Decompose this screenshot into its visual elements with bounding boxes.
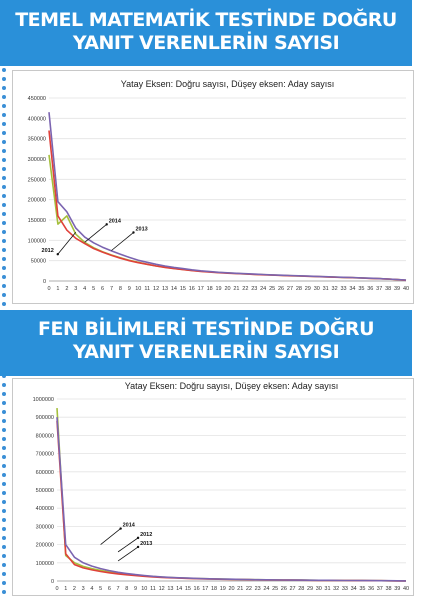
border-dot [2,572,6,576]
x-tick-label: 4 [83,286,87,292]
x-tick-label: 12 [153,286,160,292]
border-dot [2,284,6,288]
border-dot [2,491,6,495]
border-dot [2,140,6,144]
series-line-2013 [57,421,406,581]
banner-top [0,0,412,66]
annotation-label-2014: 2014 [108,218,121,225]
x-tick-label: 17 [202,586,209,592]
annotation-arrowhead [132,231,134,233]
x-tick-label: 14 [176,586,183,592]
border-dot [2,230,6,234]
x-tick-label: 25 [269,286,276,292]
border-dot [2,266,6,270]
border-dot [2,239,6,243]
border-dot [2,257,6,261]
border-dot [2,500,6,504]
y-tick-label: 400000 [35,506,54,513]
border-dot [2,149,6,153]
x-tick-label: 7 [109,286,114,292]
x-tick-label: 28 [298,586,305,592]
x-tick-label: 9 [133,586,138,592]
chart-panel-science [12,378,414,596]
x-tick-label: 40 [402,586,410,592]
x-tick-label: 13 [161,286,169,292]
border-dot [2,581,6,585]
x-tick-label: 26 [277,286,285,292]
series-line-2012 [57,408,406,581]
border-dot [2,95,6,99]
y-tick-label: 700000 [35,451,54,458]
border-dot [2,167,6,171]
border-dot [2,185,6,189]
border-dot [2,383,6,387]
border-dot [2,437,6,441]
annotation-arrow [58,232,76,254]
x-tick-label: 15 [184,586,191,592]
x-tick-label: 5 [92,286,96,292]
border-dot [2,509,6,513]
chart-math [13,71,413,303]
annotation-label-2013: 2013 [140,540,153,547]
x-tick-label: 34 [349,286,356,292]
x-tick-label: 4 [90,586,94,592]
border-dot [2,419,6,423]
annotation-arrowhead [57,253,59,255]
chart-title: Yatay Eksen: Doğru sayısı, Düşey eksen: Aday sayısı [120,79,335,89]
y-tick-label: 300000 [35,524,54,531]
border-dot [2,401,6,405]
border-dot [2,68,6,72]
border-dot [2,392,6,396]
x-tick-label: 32 [333,586,340,592]
x-tick-label: 35 [359,586,366,592]
border-dot [2,464,6,468]
annotation-label-2014: 2014 [122,522,135,529]
border-dot [2,527,6,531]
y-tick-label: 200000 [27,197,46,204]
border-dot [2,554,6,558]
x-tick-label: 21 [233,286,240,292]
x-tick-label: 36 [368,586,375,592]
y-tick-label: 0 [42,279,46,285]
border-dot [2,545,6,549]
border-dot [2,113,6,117]
annotation-label-2012: 2012 [41,248,54,255]
x-tick-label: 19 [219,586,226,592]
x-tick-label: 11 [150,586,156,592]
y-tick-label: 50000 [30,258,46,265]
annotation-label-2013: 2013 [135,226,148,233]
x-tick-label: 22 [245,586,253,592]
x-tick-label: 38 [385,286,392,292]
border-dot [2,536,6,540]
border-dot [2,212,6,216]
y-tick-label: 100000 [35,560,54,567]
banner-top-line2: YANIT VERENLERİN SAYISI [72,32,340,54]
x-tick-label: 37 [376,586,383,592]
y-tick-label: 350000 [27,136,46,143]
border-dot [2,410,6,414]
series-line-2014 [57,417,406,581]
y-tick-label: 1000000 [32,397,54,403]
annotation-arrowhead [137,537,139,539]
annotation-arrowhead [119,527,121,529]
x-tick-label: 10 [141,586,148,592]
border-dot [2,302,6,306]
x-tick-label: 37 [376,286,383,292]
x-tick-label: 30 [313,286,320,292]
x-tick-label: 7 [116,586,120,592]
x-tick-label: 2 [72,586,76,592]
x-tick-label: 18 [206,286,213,292]
x-tick-label: 0 [47,286,51,292]
border-dot [2,293,6,297]
y-tick-label: 400000 [27,116,46,123]
border-dot [2,518,6,522]
x-tick-label: 14 [170,286,178,292]
y-tick-label: 0 [50,579,54,585]
x-tick-label: 31 [324,586,331,592]
chart-title: Yatay Eksen: Doğru sayısı, Düşey eksen: Aday sayısı [124,381,339,391]
y-tick-label: 900000 [35,415,54,422]
y-tick-label: 250000 [27,177,46,184]
annotation-arrow [101,529,121,545]
x-tick-label: 39 [394,586,401,592]
x-tick-label: 38 [385,586,392,592]
series-line-2013 [49,131,406,281]
banner-bottom-line1: FEN BİLİMLERİ TESTİNDE DOĞRU [37,318,374,340]
x-tick-label: 21 [237,586,244,592]
x-tick-label: 36 [367,286,374,292]
x-tick-label: 20 [224,286,231,292]
series-line-2012 [49,155,406,280]
x-tick-label: 34 [350,586,357,592]
annotation-arrowhead [137,546,139,548]
x-tick-label: 26 [280,586,287,592]
annotation-label-2012: 2012 [140,531,153,538]
chart-panel-math [12,70,414,304]
banner-top-line1: TEMEL MATEMATİK TESTİNDE DOĞRU [15,9,397,31]
border-dot [2,473,6,477]
y-tick-label: 200000 [35,542,54,549]
y-tick-label: 500000 [35,488,54,494]
x-tick-label: 32 [331,286,338,292]
x-tick-label: 17 [197,286,204,292]
x-tick-label: 2 [65,286,69,292]
x-tick-label: 11 [144,286,151,292]
border-dot [2,158,6,162]
x-tick-label: 3 [81,586,85,592]
y-tick-label: 800000 [35,433,54,440]
y-tick-label: 450000 [27,96,46,102]
x-tick-label: 22 [242,286,249,292]
annotation-arrowhead [106,223,108,225]
x-tick-label: 29 [306,586,314,592]
x-tick-label: 29 [304,286,311,292]
y-tick-label: 300000 [27,157,46,163]
border-dot [2,122,6,126]
x-tick-label: 25 [272,586,279,592]
x-tick-label: 6 [101,286,105,292]
x-tick-label: 39 [394,286,401,292]
y-tick-label: 100000 [27,238,46,245]
x-tick-label: 9 [127,286,131,292]
x-tick-label: 6 [107,586,111,592]
border-dot [2,131,6,135]
annotation-arrow [118,547,138,561]
banner-bottom-line2: YANIT VERENLERİN SAYISI [72,341,340,363]
border-dot [2,194,6,198]
chart-science [13,379,413,595]
border-dot [2,203,6,207]
border-dot [2,455,6,459]
x-tick-label: 27 [286,286,294,292]
banner-bottom [0,310,412,376]
x-tick-label: 24 [263,586,270,592]
y-tick-label: 600000 [35,469,54,476]
x-tick-label: 1 [56,286,60,292]
border-dot [2,482,6,486]
x-tick-label: 23 [254,586,261,592]
border-dot [2,428,6,432]
border-dot [2,77,6,81]
x-tick-label: 19 [215,286,222,292]
border-dot [2,446,6,450]
x-tick-label: 0 [55,586,59,592]
x-tick-label: 31 [322,286,329,292]
x-tick-label: 8 [118,286,122,292]
x-tick-label: 20 [228,586,235,592]
x-tick-label: 3 [74,286,78,292]
x-tick-label: 16 [193,586,200,592]
border-dot [2,248,6,252]
x-tick-label: 30 [315,586,322,592]
x-tick-label: 15 [179,286,186,292]
x-tick-label: 12 [158,586,165,592]
border-dot [2,275,6,279]
x-tick-label: 33 [341,586,348,592]
border-dot [2,590,6,594]
x-tick-label: 10 [135,286,142,292]
border-dot [2,176,6,180]
x-tick-label: 18 [210,586,218,592]
x-tick-label: 24 [260,286,267,292]
x-tick-label: 13 [167,586,174,592]
border-dot [2,86,6,90]
x-tick-label: 23 [251,286,258,292]
x-tick-label: 27 [289,586,296,592]
x-tick-label: 28 [295,286,302,292]
x-tick-label: 16 [188,286,195,292]
series-line-2014 [49,112,406,280]
border-dot [2,563,6,567]
y-tick-label: 150000 [27,218,46,224]
border-dot [2,221,6,225]
x-tick-label: 35 [358,286,365,292]
x-tick-label: 5 [99,586,103,592]
border-dot [2,104,6,108]
x-tick-label: 1 [64,586,68,592]
x-tick-label: 33 [340,286,347,292]
annotation-arrow [85,224,107,242]
annotation-arrow [111,233,133,251]
x-tick-label: 40 [402,286,410,292]
x-tick-label: 8 [125,586,129,592]
